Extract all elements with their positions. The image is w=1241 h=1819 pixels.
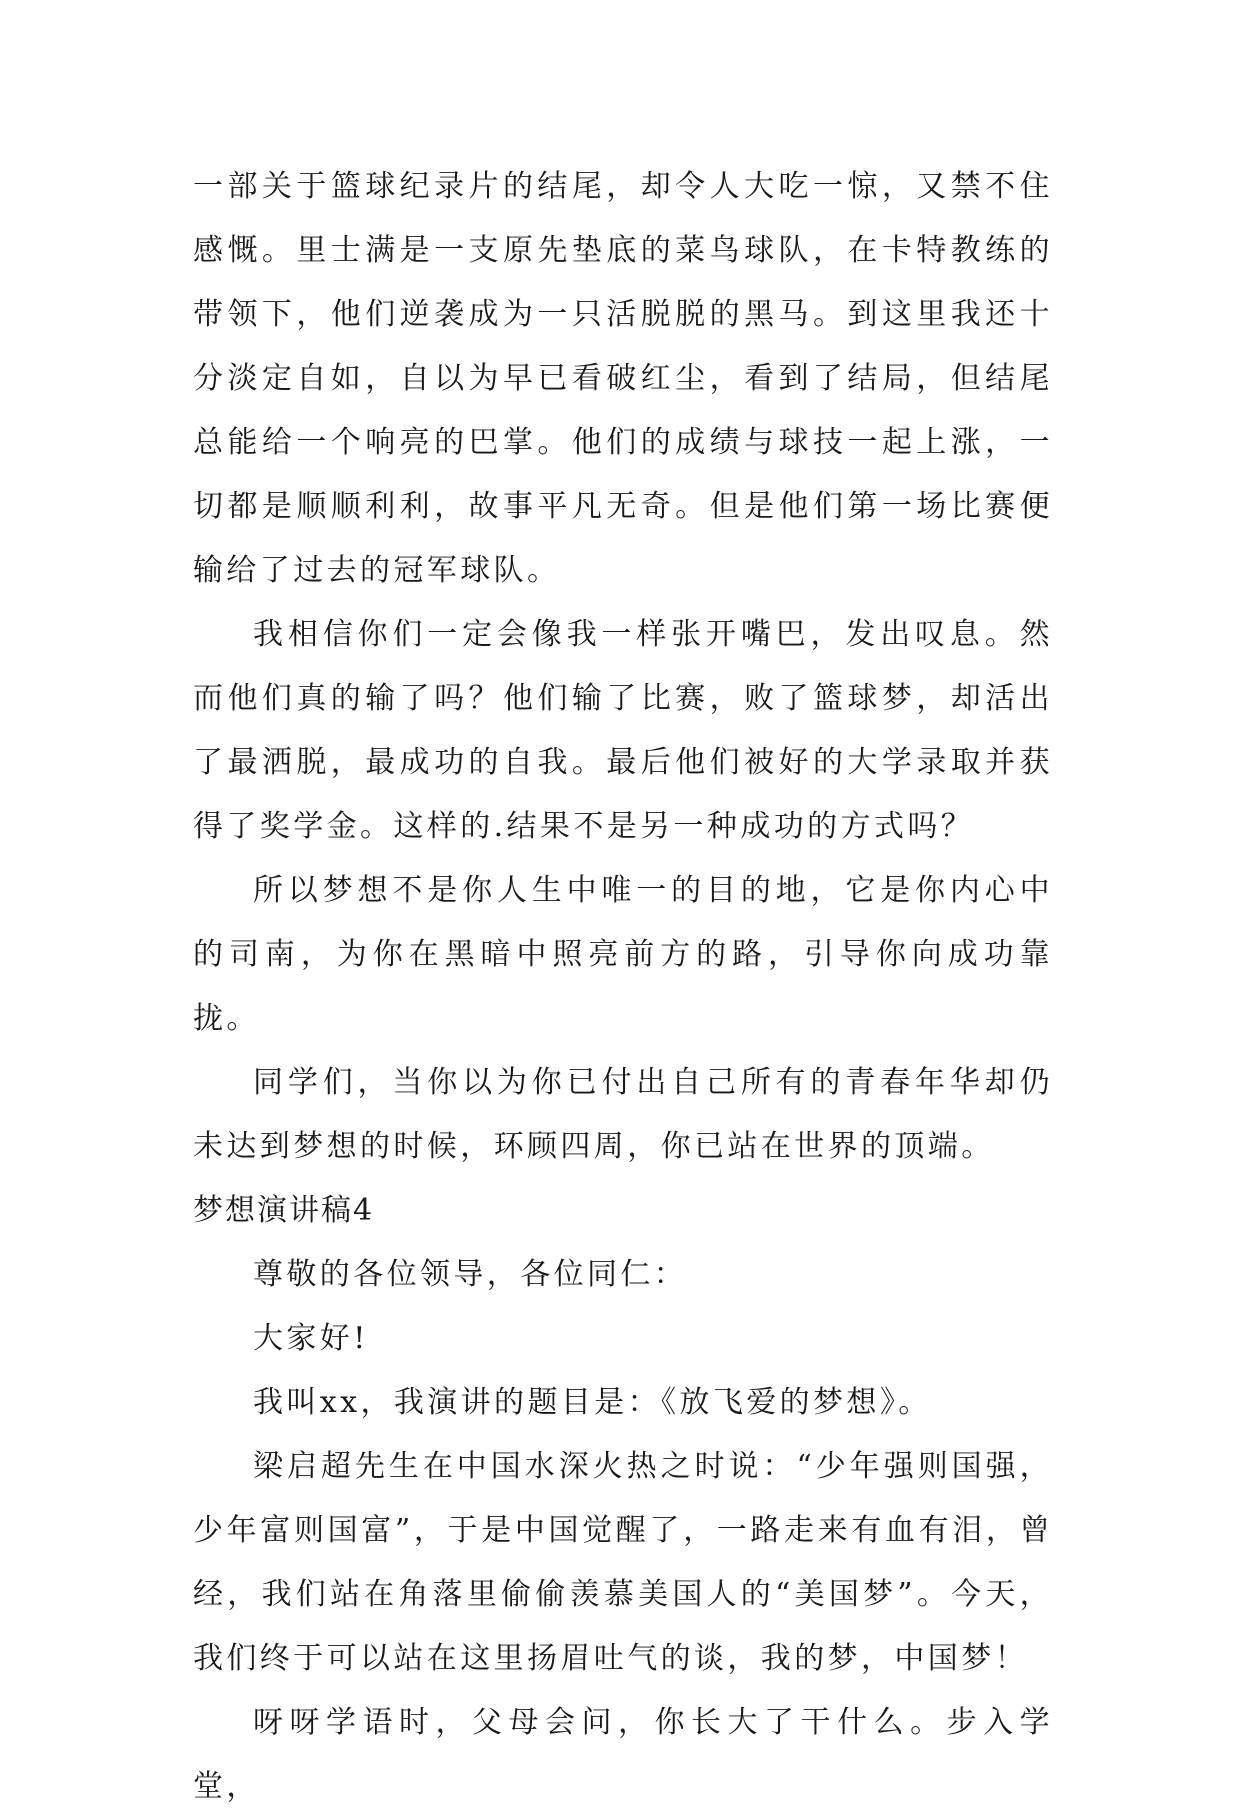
paragraph-dream-compass: 所以梦想不是你人生中唯一的目的地，它是你内心中的司南，为你在黑暗中照亮前方的路，引导你向成功靠拢。 <box>193 873 1053 1036</box>
paragraph-did-they-lose: 我相信你们一定会像我一样张开嘴巴，发出叹息。然而他们真的输了吗？他们输了比赛，败了篮球梦，却活出了最洒脱，最成功的自我。最后他们被好的大学录取并获得了奖学金。这样的.结果不是另一种成功的方式吗？ <box>193 617 1053 844</box>
paragraph-salutation: 尊敬的各位领导，各位同仁： <box>253 1257 688 1292</box>
paragraph-childhood: 呀呀学语时，父母会问，你长大了干什么。步入学堂， <box>193 1705 1053 1804</box>
section-heading: 梦想演讲稿4 <box>193 1193 375 1228</box>
paragraph-top-of-world: 同学们，当你以为你已付出自己所有的青春年华却仍未达到梦想的时候，环顾四周，你已站在世界的顶端。 <box>193 1065 1053 1164</box>
paragraph-speech-title: 我叫xx，我演讲的题目是：《放飞爱的梦想》。 <box>253 1385 932 1420</box>
paragraph-basketball-documentary: 一部关于篮球纪录片的结尾，却令人大吃一惊，又禁不住感慨。里士满是一支原先垫底的菜鸟球队，在卡特教练的带领下，他们逆袭成为一只活脱脱的黑马。到这里我还十分淡定自如，自以为早已看破红尘，看到了结局，但结尾总能给一个响亮的巴掌。他们的成绩与球技一起上涨，一切都是顺顺利利，故事平凡无奇。但是他们第一场比赛便输给了过去的冠军球队。 <box>193 169 1053 588</box>
document-body <box>193 155 1053 1819</box>
paragraph-greeting: 大家好! <box>253 1321 369 1356</box>
paragraph-china-dream: 梁启超先生在中国水深火热之时说：“少年强则国强，少年富则国富”，于是中国觉醒了，一路走来有血有泪，曾经，我们站在角落里偷偷羡慕美国人的“美国梦”。今天，我们终于可以站在这里扬眉吐气的谈，我的梦，中国梦！ <box>193 1449 1053 1676</box>
